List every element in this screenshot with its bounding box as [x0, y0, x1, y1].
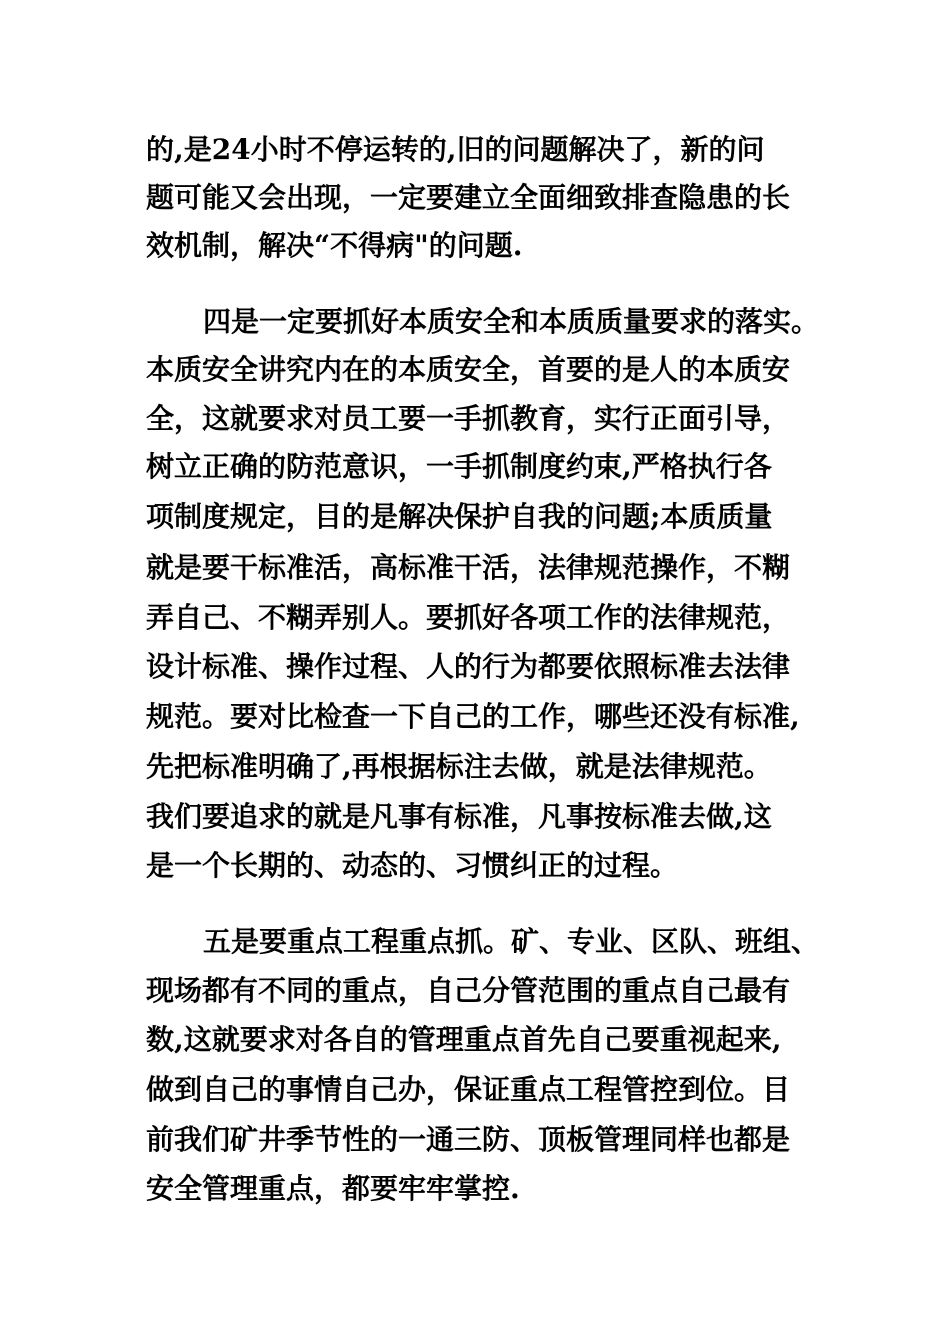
- text-line: 设计标准、操作过程、人的行为都要依照标准去法律: [146, 650, 791, 683]
- text-line: 现场都有不同的重点，自己分管范围的重点自己最有: [146, 974, 791, 1007]
- text-line: 的,是24小时不停运转的,旧的问题解决了，新的问: [146, 133, 765, 166]
- text-line: 规范。要对比检查一下自己的工作，哪些还没有标准,: [146, 700, 800, 733]
- text-line: 先把标准明确了,再根据标注去做，就是法律规范。: [146, 750, 772, 783]
- text-line: 是一个长期的、动态的、习惯纠正的过程。: [146, 849, 679, 882]
- text-line: 全，这就要求对员工要一手抓教育，实行正面引导，: [146, 402, 791, 435]
- text-line: 我们要追求的就是凡事有标准，凡事按标准去做,这: [146, 800, 772, 833]
- paragraph-first-line: 五是要重点工程重点抓。矿、专业、区队、班组、: [203, 925, 820, 958]
- text-line: 前我们矿井季节性的一通三防、顶板管理同样也都是: [146, 1123, 791, 1156]
- text-line: 安全管理重点，都要牢牢掌控.: [146, 1172, 520, 1205]
- text-line: 就是要干标准活，高标准干活，法律规范操作，不糊: [146, 551, 791, 584]
- text-line: 项制度规定，目的是解决保护自我的问题;本质质量: [146, 500, 773, 533]
- text-line: 做到自己的事情自己办，保证重点工程管控到位。目: [146, 1073, 791, 1106]
- text-line: 数,这就要求对各自的管理重点首先自己要重视起来,: [146, 1023, 782, 1056]
- text-line: 效机制，解决“不得病"的问题.: [146, 229, 523, 262]
- text-line: 树立正确的防范意识，一手抓制度约束,严格执行各: [146, 450, 772, 483]
- text-line: 弄自己、不糊弄别人。要抓好各项工作的法律规范，: [146, 601, 791, 634]
- text-line: 本质安全讲究内在的本质安全，首要的是人的本质安: [146, 353, 791, 386]
- text-line: 题可能又会出现，一定要建立全面细致排查隐患的长: [146, 181, 791, 214]
- paragraph-first-line: 四是一定要抓好本质安全和本质质量要求的落实。: [203, 305, 820, 338]
